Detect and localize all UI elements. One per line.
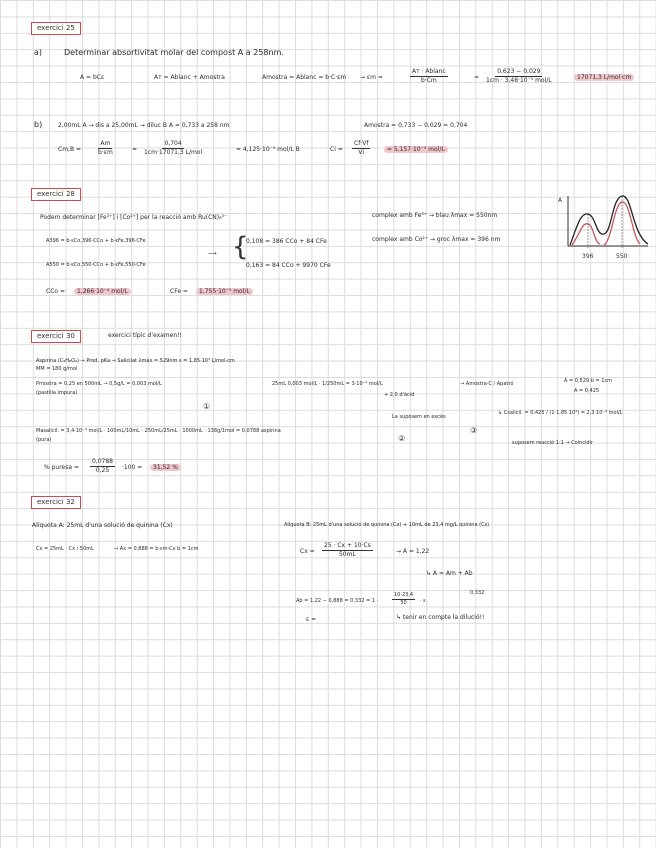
ex30-salicylate-concentration: ↳ Csalicil. = 0,425 / (1·1,85·10³) = 2,3·10⁻⁴ mol/L [498,410,623,416]
fraction-b-3-den: Vi [358,149,365,156]
beer-law-formula: A = bCε [80,74,105,81]
result-initial-concentration: = 5,157·10⁻⁴ mol/L [384,146,448,153]
ex28-eq-a550: A550 = b·εCo,550·CCo + b·εFe,550·CFe [46,262,146,268]
ex28-co-label: CCo = [46,288,65,295]
notes-page: exercici 25 a) Determinar absortivitat molar del compost A a 258nm. A = bCε Aт = Ablanc + Amostra Amostra = Ablanc = b·C·εm → εm = $\frac{\text{Aт · Ablanc}}{b\cdot Cm}$ = $\frac{0,623 - 0,029}{\text{1cm · 3,48·10⁻⁵ mol/L}}$ 17071,3 L/mol·cm b) 2,00mL A → dis a 25,00mL → diluc B A = 0,733 a 258 nm Amostra = 0,733 − 0,029 = 0,704 Cm,B = $\frac{Am}{b\cdot\varepsilon m}$ = $\frac{0,704}{\text{1cm·17071,3 L/mol}}$ = 4,125·10⁻⁵ mol/L B Ci = $\frac{Cf\cdot Vf}{Vi}$ = 5,157·10⁻⁴ mol/L exercici 28 Podem determinar [Fe³⁺] i [Co²⁺] per la reacció amb Ru(CN)₆³⁻ complex amb Fe³⁺ → blau λmax = 550nm complex amb Co²⁺ → groc λmax = 396 nm A396 = b·εCo,396·CCo + b·εFe,396·CFe A550 = b·εCo,550·CCo + b·εFe,550·CFe ⟶ { 0,108 = 386 CCo + 84 CFe 0,163 = 84 CCo + 9970 CFe CCo = 1,266·10⁻⁴ mol/L CFe = 1,755·10⁻⁵ mol/L A 396 550 exercici 30 exercici típic d'examen!! Aspirina (C₉H₈O₄) → Prod. pKa → Salicilat λmax = 529nm ε = 1,85·10³ L/mol·cm MM = 180 g/mol Pmostra = 0,25 en 500mL → 0,5g/L = 0,003 mol/L (pastilla impura) 25mL 0,003 mol/L · 1/250mL = 3·10⁻⁴ mol/L → Amostra·C / Apatró + 2,0 d'àcid A = 0,529 b = 1cm A = 0,425 ① Masalicil. = 3,4·10⁻⁴ mol/L · 100mL/10mL · 250mL/25mL · 1000mL · 138g/1mol = 0,0788 aspirina (pura) La suposem en excés ② ③ ↳ Csalicil. = 0,425 / (1·1,85·10³) = 2,3·10⁻⁴ mol/L suposem reacció 1:1 → Coincidir % puresa = $\frac{0,0788}{0,25}$ ·100 = 31,52 % exercici 32 Alíquota A: 25mL d'una solució de quinina (Cx) Alíquota B: 25mL d'una solució de quinina (Cx) + 10mL de 23,4 mg/L quinina (Cs) Cx = 25mL · Cx / 50mL → Ax = 0,888 = b·εm·Cx b = 1cm Cx = $\frac{25 \cdot Cx + 10\cdot Cs}{50mL}$ → A = 1,22 ↳ A = Am + Ab 0,332 Ab = 1,22 − 0,888 = 0,332 = 1 · $\frac{10\cdot 23,4}{50}$ · ε ε = ↳ tenir en compte la dilució!! [0,0,656,848]
ex30-subtitle: exercici típic d'examen!! [108,332,182,339]
part-b-label: b) [34,120,43,129]
sketch-x-label-396: 396 [582,253,594,260]
part-b-text: 2,00mL A → dis a 25,00mL → diluc B A = 0,733 a 258 nm [58,122,230,129]
result-co-concentration: 1,266·10⁻⁴ mol/L [74,288,131,295]
ex32-absorbance-sum: ↳ A = Am + Ab [426,570,473,577]
fraction-ab-num: 10·23,4 [394,592,414,598]
ex28-arrow: ⟶ [208,250,217,257]
ex28-complex-co: complex amb Co²⁺ → groc λmax = 396 nm [372,236,501,243]
ex32-ab-calculation: Ab = 1,22 − 0,888 = 0,332 = 1 · [296,598,379,604]
part-b-ci-label: Ci = [330,146,343,153]
fraction-a-1-den: b·Cm [420,77,437,84]
ex30-mass-calculation: Masalicil. = 3,4·10⁻⁴ mol/L · 100mL/10mL · 250mL/25mL · 1000mL · 138g/1mol = 0,0788 aspirina [36,428,281,434]
ex32-cx-a: Cx = 25mL · Cx / 50mL [36,546,94,552]
ex30-acid-note: + 2,0 d'àcid [384,392,415,398]
fraction-a-2-num: 0,623 − 0,029 [497,68,541,75]
result-purity: 31,52 % [150,464,181,471]
exercise-25-title: exercici 25 [31,22,81,35]
ex28-eq-a396: A396 = b·εCo,396·CCo + b·εFe,396·CFe [46,238,146,244]
result-molar-absorptivity: 17071,3 L/mol·cm [574,74,634,81]
part-b-cm-label: Cm,B = [58,146,81,153]
fraction-ab [392,592,415,607]
fraction-b-2-den: 1cm·17071,3 L/mol [144,149,203,156]
ex32-aliquot-a: Alíquota A: 25mL d'una solució de quinina (Cx) [32,522,173,529]
ex32-epsilon-term: · ε [420,598,426,604]
ex32-dilution-note: ↳ tenir en compte la dilució!! [396,614,485,621]
ex30-excess-note: La suposem en excés [392,414,446,420]
ex30-absorbance-sample: A = 0,425 [574,388,600,394]
fraction-b-1-num: Am [100,140,111,147]
ex32-absorbance-a: → Ax = 0,888 = b·εm·Cx b = 1cm [114,546,199,552]
ex32-cx-b-label: Cx = [300,548,315,555]
exercise-28-title: exercici 28 [31,188,81,201]
system-brace: { [232,232,249,262]
fraction-b-2 [142,140,204,157]
fraction-ab-den: 50 [400,600,407,606]
result-fe-concentration: 1,755·10⁻⁵ mol/L [196,288,253,295]
exercise-32-title: exercici 32 [31,496,81,509]
step-marker-3: ③ [470,426,478,435]
fraction-a-1-num: Aт · Ablanc [412,68,446,75]
fraction-b-3-num: Cf·Vf [354,140,369,147]
part-a-label: a) [34,48,43,57]
ex30-reaction-note: suposem reacció 1:1 → Coincidir [512,440,594,446]
step-marker-2: ② [398,434,406,443]
fraction-purity [90,458,115,475]
ex28-intro: Podem determinar [Fe³⁺] i [Co²⁺] per la reacció amb Ru(CN)₆³⁻ [40,214,228,221]
part-a-text: Determinar absortivitat molar del compost A a 258nm. [64,48,284,57]
ex30-dilution: 25mL 0,003 mol/L · 1/250mL = 3·10⁻⁴ mol/L [272,381,383,387]
fraction-a-2 [484,68,554,85]
fraction-cx-b-den: 50mL [338,551,356,558]
ex30-ratio: → Amostra·C / Apatró [460,381,514,387]
fraction-purity-den: 0,25 [95,467,110,474]
equation-a-arrow: → εm = [360,74,383,81]
fraction-b-1 [96,140,115,157]
exercise-30-title: exercici 30 [31,330,81,343]
ex30-purity-label: % puresa = [44,464,79,471]
absorbance-spectrum-sketch [556,190,652,262]
ex30-impure-note: (pastilla impura) [36,390,78,396]
fraction-a-2-den: 1cm · 3,48·10⁻⁵ mol/L [486,77,552,84]
ex32-ab-value: 0,332 [470,590,485,596]
ex30-line-sample: Pmostra = 0,25 en 500mL → 0,5g/L = 0,003 mol/L [36,381,162,387]
part-b-cm-result: = 4,125·10⁻⁵ mol/L B [236,146,300,153]
fraction-cx-b-num: 25 · Cx + 10·Cs [324,542,371,549]
part-b-sample-absorbance: Amostra = 0,733 − 0,029 = 0,704 [364,122,468,129]
ex30-purity-tail: ·100 = [122,464,143,471]
fraction-purity-num: 0,0788 [92,458,113,465]
equation-a-sample: Amostra = Ablanc = b·C·εm [262,74,347,81]
ex32-absorbance-b: → A = 1,22 [396,548,430,555]
fraction-cx-b [322,542,373,559]
sketch-y-label: A [558,197,563,204]
ex32-aliquot-b: Alíquota B: 25mL d'una solució de quinina (Cx) + 10mL de 23,4 mg/L quinina (Cs) [284,522,490,528]
step-marker-1: ① [203,402,211,411]
ex30-line-aspirin: Aspirina (C₉H₈O₄) → Prod. pKa → Salicilat λmax = 529nm ε = 1,85·10³ L/mol·cm [36,358,235,364]
ex30-absorbance-standard: A = 0,529 b = 1cm [564,378,613,384]
sketch-x-label-550: 550 [616,253,628,260]
fraction-b-3 [352,140,370,157]
fraction-b-1-den: b·εm [98,149,113,156]
ex30-molar-mass: MM = 180 g/mol [36,366,78,372]
equation-a-total: Aт = Ablanc + Amostra [154,74,225,81]
ex30-pure-note: (pura) [36,437,52,443]
equals-sign: = [474,74,480,81]
ex28-complex-fe: complex amb Fe³⁺ → blau λmax = 550nm [372,212,498,219]
ex28-fe-label: CFe = [170,288,188,295]
ex28-system-eq1: 0,108 = 386 CCo + 84 CFe [246,238,327,245]
fraction-b-2-num: 0,704 [164,140,182,147]
ex28-system-eq2: 0,163 = 84 CCo + 9970 CFe [246,262,331,269]
fraction-a-1 [410,68,448,85]
ex32-epsilon-label: ε = [306,616,317,623]
